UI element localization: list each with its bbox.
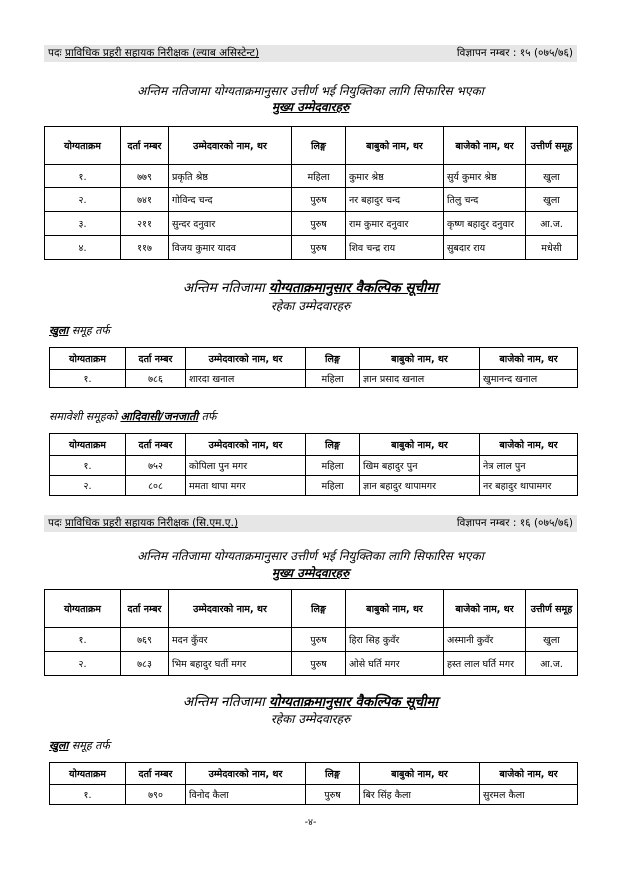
- grandfather-cell: हस्त लाल घर्ति मगर: [444, 652, 526, 676]
- col-header: बाबुको नाम, थर: [360, 763, 480, 785]
- table-row: [45, 652, 578, 676]
- col-header: बाजेको नाम, थर: [444, 590, 526, 628]
- col-header: बाजेको नाम, थर: [480, 763, 578, 785]
- col-header: योग्यताक्रम: [45, 127, 121, 165]
- post-label: पदः: [48, 47, 62, 59]
- alternate-list-heading: [0, 692, 621, 710]
- advertisement-number: विज्ञापन नम्बर : १६ (०७५/७६): [456, 517, 573, 529]
- group-suffix: तर्फ: [201, 410, 217, 423]
- main-candidates-table: [44, 126, 578, 260]
- roll-cell: ७७९: [121, 165, 169, 188]
- table-row: [45, 165, 578, 188]
- rank-cell: १.: [50, 370, 126, 388]
- table-row: [45, 212, 578, 236]
- open-group-label: [49, 738, 110, 753]
- group-cell: खुला: [526, 165, 578, 188]
- gender-cell: पुरुष: [292, 236, 346, 260]
- col-header: योग्यताक्रम: [50, 763, 126, 785]
- open-group-alternate-table: [49, 762, 578, 805]
- col-header: उम्मेदवारको नाम, थर: [186, 348, 306, 370]
- col-header: लिङ्ग: [306, 348, 360, 370]
- col-header: बाजेको नाम, थर: [480, 434, 578, 456]
- col-header: दर्ता नम्बर: [126, 434, 186, 456]
- grandfather-cell: नेत्र लाल पुन: [480, 456, 578, 476]
- col-header: लिङ्ग: [292, 127, 346, 165]
- alternate-list-subheading: रहेका उम्मेदवारहरु: [270, 299, 351, 313]
- father-cell: नर बहादुर चन्द: [346, 188, 444, 212]
- group-cell: आ.ज.: [526, 652, 578, 676]
- father-cell: शिव चन्द्र राय: [346, 236, 444, 260]
- col-header: दर्ता नम्बर: [126, 348, 186, 370]
- rank-cell: २.: [45, 188, 121, 212]
- post-header-bar: [44, 515, 577, 532]
- grandfather-cell: तिलु चन्द: [444, 188, 526, 212]
- alternate-heading-part: अन्तिम नतिजामा: [182, 694, 265, 710]
- open-group-label: [49, 323, 110, 338]
- gender-cell: महिला: [292, 165, 346, 188]
- grandfather-cell: खुमानन्द खनाल: [480, 370, 578, 388]
- grandfather-cell: सुबदार राय: [444, 236, 526, 260]
- grandfather-cell: अस्मानी कुवँर: [444, 628, 526, 652]
- alternate-list-heading: [0, 278, 621, 296]
- group-name: आदिवासी/जनजाती: [120, 410, 199, 423]
- table-row: [45, 236, 578, 260]
- roll-cell: ७८६: [126, 370, 186, 388]
- grandfather-cell: कृष्ण बहादुर दनुवार: [444, 212, 526, 236]
- post-title: [48, 515, 238, 532]
- father-cell: खिम बहादुर पुन: [360, 456, 480, 476]
- father-cell: कुमार श्रेष्ठ: [346, 165, 444, 188]
- col-header: उम्मेदवारको नाम, थर: [169, 590, 292, 628]
- roll-cell: ११७: [121, 236, 169, 260]
- gender-cell: महिला: [306, 476, 360, 496]
- roll-cell: ७६९: [121, 628, 169, 652]
- candidate-cell: भिम बहादुर घर्ती मगर: [169, 652, 292, 676]
- candidate-cell: गोविन्द चन्द: [169, 188, 292, 212]
- candidate-cell: ममता थापा मगर: [186, 476, 306, 496]
- col-header: उम्मेदवारको नाम, थर: [169, 127, 292, 165]
- rank-cell: २.: [50, 476, 126, 496]
- col-header: लिङ्ग: [306, 434, 360, 456]
- group-name: खुला: [49, 739, 69, 752]
- col-header: बाबुको नाम, थर: [346, 590, 444, 628]
- grandfather-cell: सुर्य कुमार श्रेष्ठ: [444, 165, 526, 188]
- result-heading: अन्तिम नतिजामा योग्यताक्रमानुसार उत्तीर्ण भई नियुक्तिका लागि सिफारिस भएका: [137, 549, 484, 563]
- col-header: बाबुको नाम, थर: [346, 127, 444, 165]
- gender-cell: पुरुष: [292, 188, 346, 212]
- table-header-row: [45, 127, 578, 165]
- table-row: [45, 188, 578, 212]
- col-header: योग्यताक्रम: [50, 348, 126, 370]
- col-header: बाजेको नाम, थर: [480, 348, 578, 370]
- rank-cell: ४.: [45, 236, 121, 260]
- group-suffix: समूह तर्फ: [71, 324, 110, 337]
- gender-cell: पुरुष: [292, 628, 346, 652]
- table-header-row: [50, 348, 578, 370]
- col-header: बाजेको नाम, थर: [444, 127, 526, 165]
- main-candidates-table: [44, 589, 578, 676]
- col-header: लिङ्ग: [306, 763, 360, 785]
- group-cell: खुला: [526, 628, 578, 652]
- table-header-row: [50, 434, 578, 456]
- table-row: [50, 785, 578, 805]
- father-cell: ओसे घर्ति मगर: [346, 652, 444, 676]
- candidate-cell: सुन्दर दनुवार: [169, 212, 292, 236]
- inclusive-group-label: [49, 409, 216, 424]
- gender-cell: महिला: [306, 370, 360, 388]
- col-header: बाबुको नाम, थर: [360, 434, 480, 456]
- col-header: उम्मेदवारको नाम, थर: [186, 434, 306, 456]
- inclusive-group-alternate-table: [49, 433, 578, 496]
- candidate-cell: कोपिला पुन मगर: [186, 456, 306, 476]
- gender-cell: महिला: [306, 456, 360, 476]
- post-title: [48, 45, 259, 62]
- roll-cell: २११: [121, 212, 169, 236]
- col-header: उत्तीर्ण समूह: [526, 127, 578, 165]
- grandfather-cell: नर बहादुर थापामगर: [480, 476, 578, 496]
- group-cell: खुला: [526, 188, 578, 212]
- post-label: पदः: [48, 517, 62, 529]
- roll-cell: ७५२: [126, 456, 186, 476]
- father-cell: बिर सिंह कैला: [360, 785, 480, 805]
- alternate-heading-part: अन्तिम नतिजामा: [182, 280, 265, 296]
- open-group-alternate-table: [49, 347, 578, 388]
- group-cell: मधेसी: [526, 236, 578, 260]
- father-cell: ज्ञान बहादुर थापामगर: [360, 476, 480, 496]
- table-header-row: [50, 763, 578, 785]
- col-header: उम्मेदवारको नाम, थर: [186, 763, 306, 785]
- group-prefix: समावेशी समूहको: [49, 410, 117, 423]
- main-candidates-heading: मुख्य उम्मेदवारहरु: [271, 566, 350, 580]
- grandfather-cell: सुरमल कैला: [480, 785, 578, 805]
- candidate-cell: विनोद कैला: [186, 785, 306, 805]
- post-header-bar: [44, 45, 577, 62]
- result-heading: अन्तिम नतिजामा योग्यताक्रमानुसार उत्तीर्ण भई नियुक्तिका लागि सिफारिस भएका: [137, 84, 484, 98]
- group-suffix: समूह तर्फ: [71, 739, 110, 752]
- group-cell: आ.ज.: [526, 212, 578, 236]
- candidate-cell: मदन कुँवर: [169, 628, 292, 652]
- rank-cell: ३.: [45, 212, 121, 236]
- table-row: [50, 476, 578, 496]
- table-row: [45, 628, 578, 652]
- gender-cell: पुरुष: [292, 212, 346, 236]
- col-header: दर्ता नम्बर: [121, 127, 169, 165]
- col-header: बाबुको नाम, थर: [360, 348, 480, 370]
- candidate-cell: विजय कुमार यादव: [169, 236, 292, 260]
- page-number: -४-: [304, 817, 317, 828]
- gender-cell: पुरुष: [306, 785, 360, 805]
- candidate-cell: प्रकृति श्रेष्ठ: [169, 165, 292, 188]
- table-header-row: [45, 590, 578, 628]
- post-name: प्राविधिक प्रहरी सहायक निरीक्षक (ल्याब असिस्टेन्ट): [65, 47, 260, 59]
- rank-cell: १.: [50, 456, 126, 476]
- rank-cell: १.: [45, 165, 121, 188]
- roll-cell: ७८३: [121, 652, 169, 676]
- rank-cell: १.: [45, 628, 121, 652]
- advertisement-number: विज्ञापन नम्बर : १५ (०७५/७६): [456, 47, 573, 59]
- alternate-heading-emphasis: योग्यताक्रमानुसार वैकल्पिक सूचीमा: [269, 694, 439, 710]
- col-header: योग्यताक्रम: [50, 434, 126, 456]
- rank-cell: १.: [50, 785, 126, 805]
- table-row: [50, 370, 578, 388]
- roll-cell: ८०८: [126, 476, 186, 496]
- candidate-cell: शारदा खनाल: [186, 370, 306, 388]
- post-name: प्राविधिक प्रहरी सहायक निरीक्षक (सि.एम.ए.): [65, 517, 239, 529]
- col-header: दर्ता नम्बर: [126, 763, 186, 785]
- col-header: लिङ्ग: [292, 590, 346, 628]
- roll-cell: ७९०: [126, 785, 186, 805]
- group-name: खुला: [49, 324, 69, 337]
- main-candidates-heading: मुख्य उम्मेदवारहरु: [271, 100, 350, 114]
- father-cell: हिरा सिह कुवँर: [346, 628, 444, 652]
- col-header: उत्तीर्ण समूह: [526, 590, 578, 628]
- col-header: योग्यताक्रम: [45, 590, 121, 628]
- father-cell: राम कुमार दनुवार: [346, 212, 444, 236]
- alternate-list-subheading: रहेका उम्मेदवारहरु: [270, 712, 351, 726]
- table-row: [50, 456, 578, 476]
- alternate-heading-emphasis: योग्यताक्रमानुसार वैकल्पिक सूचीमा: [269, 280, 439, 296]
- col-header: दर्ता नम्बर: [121, 590, 169, 628]
- father-cell: ज्ञान प्रसाद खनाल: [360, 370, 480, 388]
- gender-cell: पुरुष: [292, 652, 346, 676]
- roll-cell: ७४१: [121, 188, 169, 212]
- rank-cell: २.: [45, 652, 121, 676]
